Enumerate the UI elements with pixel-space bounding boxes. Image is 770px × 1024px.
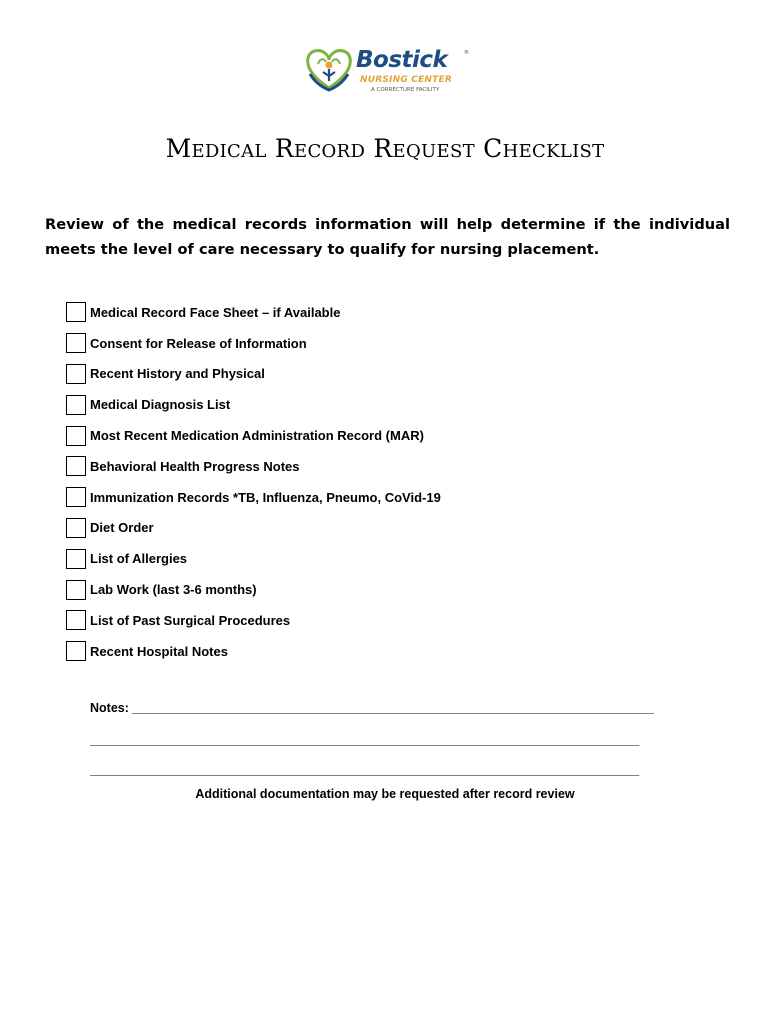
- intro-paragraph: Review of the medical records information will help determine if the individual meets the level of care necessary to qualify for nursing placement.: [45, 216, 730, 258]
- logo-trademark: ®: [464, 50, 469, 56]
- checkbox[interactable]: [66, 395, 86, 415]
- checklist-item: [66, 543, 666, 574]
- checklist-item: [66, 636, 666, 667]
- logo-name: Bostick: [356, 47, 448, 73]
- checkbox[interactable]: [66, 610, 86, 630]
- footnote: Additional documentation may be requested after record review: [195, 787, 575, 801]
- checkbox[interactable]: [66, 333, 86, 353]
- checklist-item: [66, 605, 666, 636]
- checkbox[interactable]: [66, 580, 86, 600]
- checklist-item: [66, 389, 666, 420]
- checklist-item-label: List of Allergies: [90, 551, 188, 567]
- checkbox[interactable]: [66, 518, 86, 538]
- checkbox[interactable]: [66, 641, 86, 661]
- checklist-item: [66, 359, 666, 390]
- bostick-logo: [304, 44, 474, 98]
- checkbox[interactable]: [66, 364, 86, 384]
- checklist-item-label: Behavioral Health Progress Notes: [90, 458, 300, 474]
- notes-line-2[interactable]: _______________________________________________________________________________: [90, 733, 640, 747]
- notes-line-1[interactable]: Notes: ___________________________________________________________________________: [90, 701, 654, 715]
- checkbox[interactable]: [66, 456, 86, 476]
- checklist-item-label: Diet Order: [90, 520, 154, 536]
- checklist-item-label: Lab Work (last 3-6 months): [90, 582, 257, 598]
- checklist-item-label: Medical Diagnosis List: [90, 397, 231, 413]
- checklist-item-label: Medical Record Face Sheet – if Available: [90, 304, 341, 320]
- checklist-item: [66, 513, 666, 544]
- checklist-item-label: List of Past Surgical Procedures: [90, 612, 291, 628]
- checklist-item: [66, 451, 666, 482]
- checklist-item-label: Consent for Release of Information: [90, 335, 307, 351]
- checklist-item-label: Recent Hospital Notes: [90, 643, 228, 659]
- notes-line-3[interactable]: _______________________________________________________________________________: [90, 763, 640, 777]
- checklist-item: [66, 328, 666, 359]
- checklist-item-label: Recent History and Physical: [90, 366, 265, 382]
- checkbox[interactable]: [66, 426, 86, 446]
- checkbox[interactable]: [66, 487, 86, 507]
- checklist-item: [66, 482, 666, 513]
- logo-tagline: A CORRECTURE FACILITY: [371, 87, 440, 93]
- logo-subtitle: NURSING CENTER: [360, 75, 452, 85]
- page-title: Medical Record Request Checklist: [165, 134, 605, 163]
- checklist-item-label: Most Recent Medication Administration Record (MAR): [90, 428, 424, 444]
- checklist-item: [66, 420, 666, 451]
- checklist-item-label: Immunization Records *TB, Influenza, Pneumo, CoVid-19: [90, 489, 441, 505]
- heart-leaf-icon: [304, 44, 354, 98]
- checkbox[interactable]: [66, 302, 86, 322]
- checklist-item: [66, 574, 666, 605]
- checkbox[interactable]: [66, 549, 86, 569]
- checklist-item: [66, 297, 666, 328]
- checklist: [66, 297, 666, 667]
